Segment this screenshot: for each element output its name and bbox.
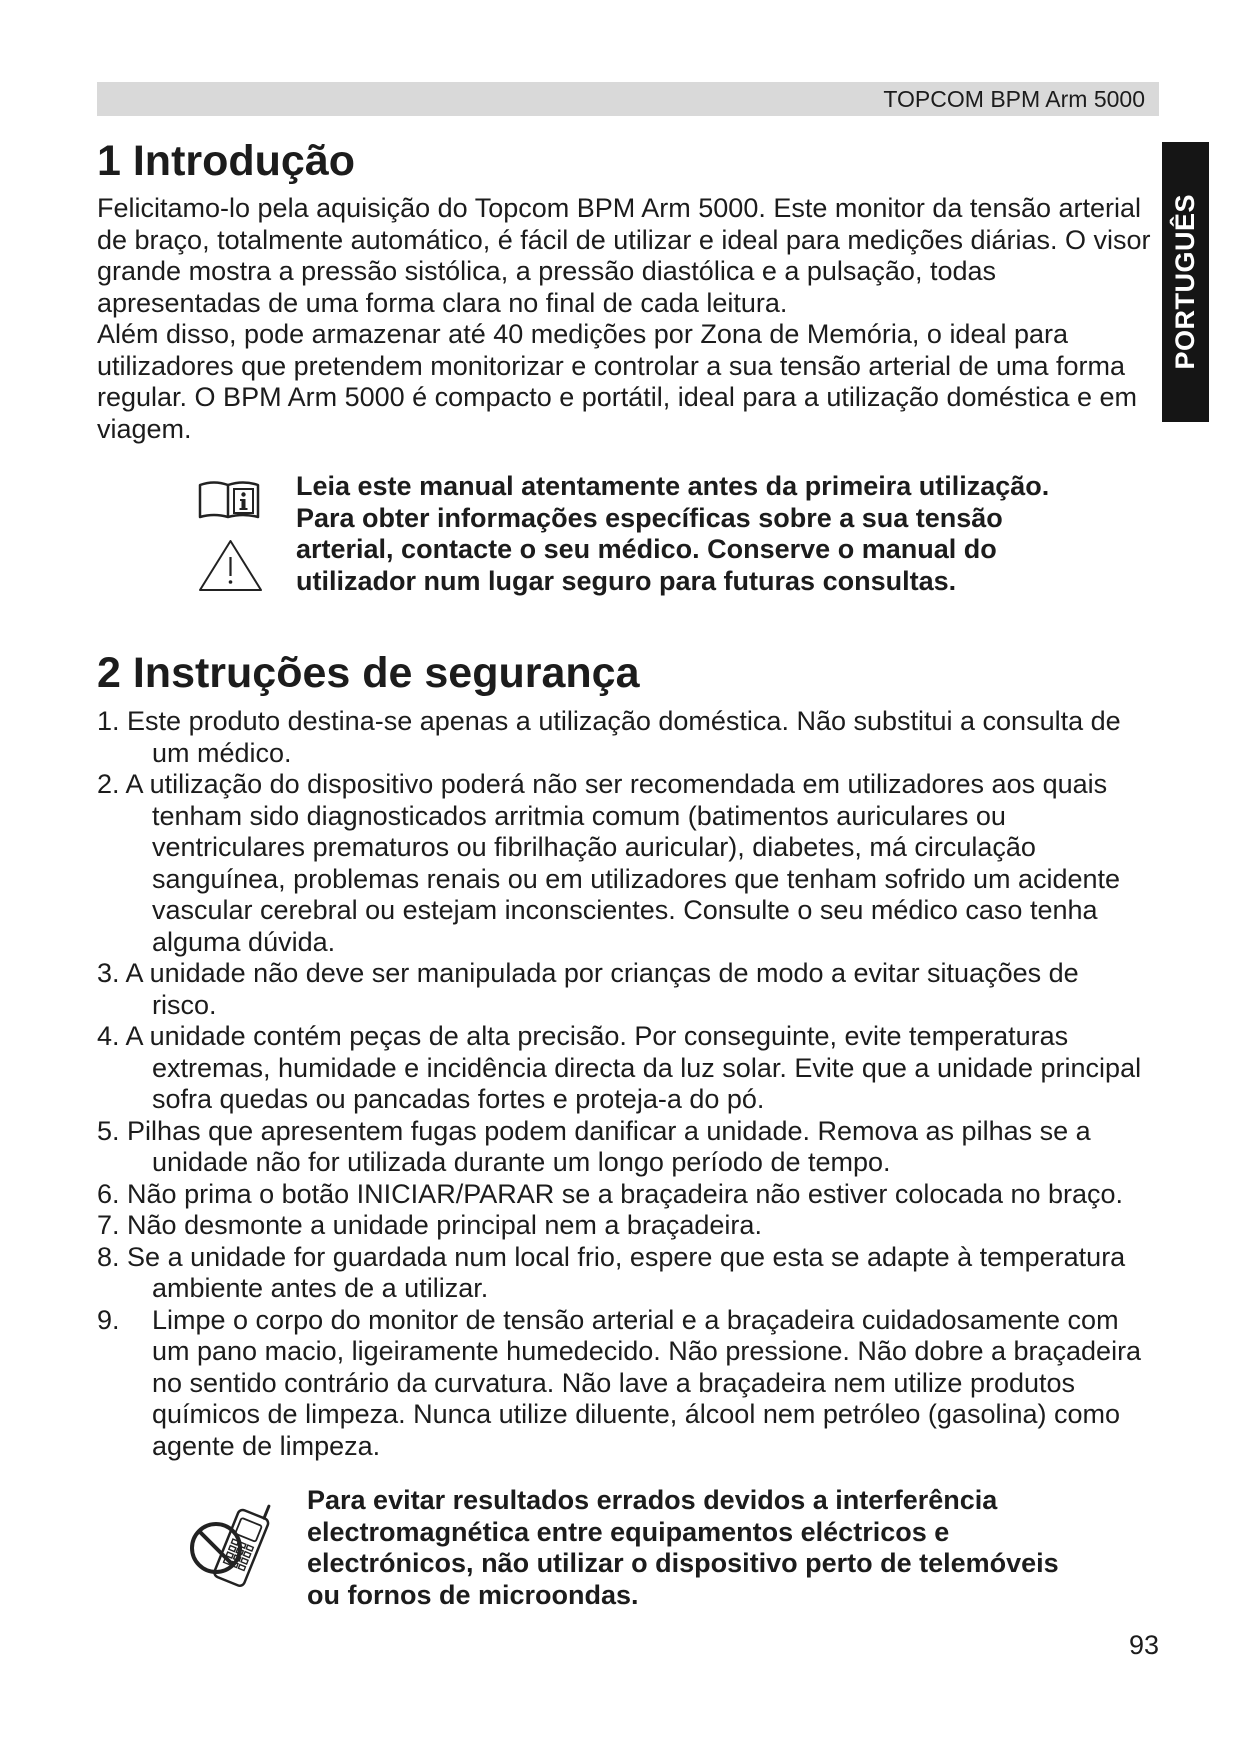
notice-line: arterial, contacte o seu médico. Conserve o manual do <box>296 534 997 564</box>
safety-item-line <box>97 1242 1141 1274</box>
safety-item-line <box>97 1210 1141 1242</box>
notice-line: Para obter informações específicas sobre a sua tensão <box>296 502 1003 533</box>
notice-line: electromagnética entre equipamentos eléctricos e <box>307 1516 950 1547</box>
item-text: A unidade não deve ser manipulada por crianças de modo a evitar situações de <box>125 958 1079 988</box>
section-heading-safety: 2 Instruções de segurança <box>97 649 640 697</box>
safety-item-line: sanguínea, problemas renais ou em utilizadores que tenham sofrido um acidente <box>152 863 1121 894</box>
safety-item-3 <box>97 958 1141 1021</box>
safety-item-line: um médico. <box>152 737 292 768</box>
item-text: Pilhas que apresentem fugas podem danificar a unidade. Remova as pilhas se a <box>127 1115 1091 1146</box>
item-text: Limpe o corpo do monitor de tensão arterial e a braçadeira cuidadosamente com <box>152 1304 1119 1335</box>
item-text: Não prima o botão INICIAR/PARAR se a braçadeira não estiver colocada no braço. <box>127 1178 1124 1209</box>
safety-item-line: ventriculares prematuros ou fibrilhação auricular), diabetes, má circulação <box>152 832 1036 862</box>
notice-line: electrónicos, não utilizar o dispositivo perto de telemóveis <box>307 1548 1059 1578</box>
intro-line: grande mostra a pressão sistólica, a pressão diastólica e a pulsação, todas <box>97 256 997 286</box>
item-text: Não desmonte a unidade principal nem a braçadeira. <box>127 1210 762 1240</box>
safety-item-line: tenham sido diagnosticados arritmia comum (batimentos auriculares ou <box>152 800 1006 831</box>
item-number: 7. <box>97 1210 120 1240</box>
safety-item-line: um pano macio, ligeiramente humedecido. Não pressione. Não dobre a braçadeira <box>152 1336 1142 1366</box>
safety-item-8 <box>97 1242 1141 1305</box>
safety-item-line <box>97 1021 1141 1053</box>
safety-item-6 <box>97 1179 1141 1211</box>
notice-read-manual <box>296 471 1049 597</box>
safety-item-7 <box>97 1210 1141 1242</box>
intro-line: viagem. <box>97 413 192 444</box>
intro-line: apresentadas de uma forma clara no final de cada leitura. <box>97 287 788 318</box>
notice-line: Leia este manual atentamente antes da primeira utilização. <box>296 471 1050 501</box>
item-number: 3. <box>97 958 120 988</box>
safety-item-line: vascular cerebral ou estejam inconscientes. Consulte o seu médico caso tenha <box>152 895 1098 925</box>
intro-line: Felicitamo-lo pela aquisição do Topcom BPM Arm 5000. Este monitor da tensão arterial <box>97 193 1142 223</box>
intro-line: Além disso, pode armazenar até 40 medições por Zona de Memória, o ideal para <box>97 319 1069 349</box>
notice-line: utilizador num lugar seguro para futuras consultas. <box>296 565 957 596</box>
safety-item-line <box>97 1116 1141 1148</box>
safety-item-line: químicos de limpeza. Nunca utilize diluente, álcool nem petróleo (gasolina) como <box>152 1399 1121 1429</box>
safety-item-line <box>97 1305 1141 1337</box>
safety-list <box>97 706 1141 1462</box>
intro-paragraph <box>97 193 1151 445</box>
language-tab-label: PORTUGUÊS <box>1170 194 1200 370</box>
safety-item-line: extremas, humidade e incidência directa da luz solar. Evite que a unidade principal <box>152 1052 1142 1083</box>
item-text: Se a unidade for guardada num local frio, espere que esta se adapte à temperatura <box>127 1241 1126 1272</box>
intro-line: de braço, totalmente automático, é fácil de utilizar e ideal para medições diárias. O visor <box>97 224 1151 255</box>
safety-item-4 <box>97 1021 1141 1116</box>
safety-item-line: sofra quedas ou pancadas fortes e proteja-a do pó. <box>152 1084 765 1114</box>
safety-item-5 <box>97 1116 1141 1179</box>
page-number: 93 <box>1128 1630 1159 1660</box>
safety-item-line: risco. <box>152 989 217 1020</box>
safety-item-line <box>97 769 1141 801</box>
safety-item-1 <box>97 706 1141 769</box>
notice-electromagnetic-interference <box>307 1485 1059 1611</box>
intro-line: regular. O BPM Arm 5000 é compacto e portátil, ideal para a utilização doméstica e em <box>97 382 1138 412</box>
item-number: 1. <box>97 706 120 736</box>
safety-item-line <box>97 1179 1141 1211</box>
safety-item-2 <box>97 769 1141 958</box>
item-number: 9. <box>97 1304 120 1335</box>
header-title: TOPCOM BPM Arm 5000 <box>883 86 1145 112</box>
safety-item-line: no sentido contrário da curvatura. Não lave a braçadeira nem utilize produtos <box>152 1367 1076 1398</box>
item-text: A unidade contém peças de alta precisão. Por conseguinte, evite temperaturas <box>125 1021 1069 1051</box>
safety-item-line <box>97 706 1141 738</box>
intro-line: utilizadores que pretendem monitorizar e controlar a sua tensão arterial de uma forma <box>97 350 1126 381</box>
item-number: 5. <box>97 1115 120 1146</box>
safety-item-line: agente de limpeza. <box>152 1430 381 1461</box>
item-text: Este produto destina-se apenas a utilização doméstica. Não substitui a consulta de <box>127 706 1121 736</box>
notice-line: Para evitar resultados errados devidos a interferência <box>307 1485 998 1515</box>
safety-item-line: alguma dúvida. <box>152 926 336 957</box>
safety-item-line: unidade não for utilizada durante um longo período de tempo. <box>152 1147 891 1177</box>
safety-item-line <box>97 958 1141 990</box>
safety-item-9 <box>97 1305 1141 1463</box>
item-number: 8. <box>97 1241 120 1272</box>
notice-line: ou fornos de microondas. <box>307 1579 639 1610</box>
safety-item-line: ambiente antes de a utilizar. <box>152 1273 489 1303</box>
warning-triangle-icon <box>197 538 264 593</box>
item-number: 2. <box>97 769 120 799</box>
section-heading-introduction: 1 Introdução <box>97 137 356 185</box>
header-bar <box>97 82 1159 116</box>
item-number: 4. <box>97 1021 120 1051</box>
manual-info-icon <box>197 479 261 520</box>
no-mobile-phone-icon <box>186 1496 281 1592</box>
item-number: 6. <box>97 1178 120 1209</box>
item-text: A utilização do dispositivo poderá não ser recomendada em utilizadores aos quais <box>125 769 1108 799</box>
language-side-tab <box>1162 142 1209 422</box>
